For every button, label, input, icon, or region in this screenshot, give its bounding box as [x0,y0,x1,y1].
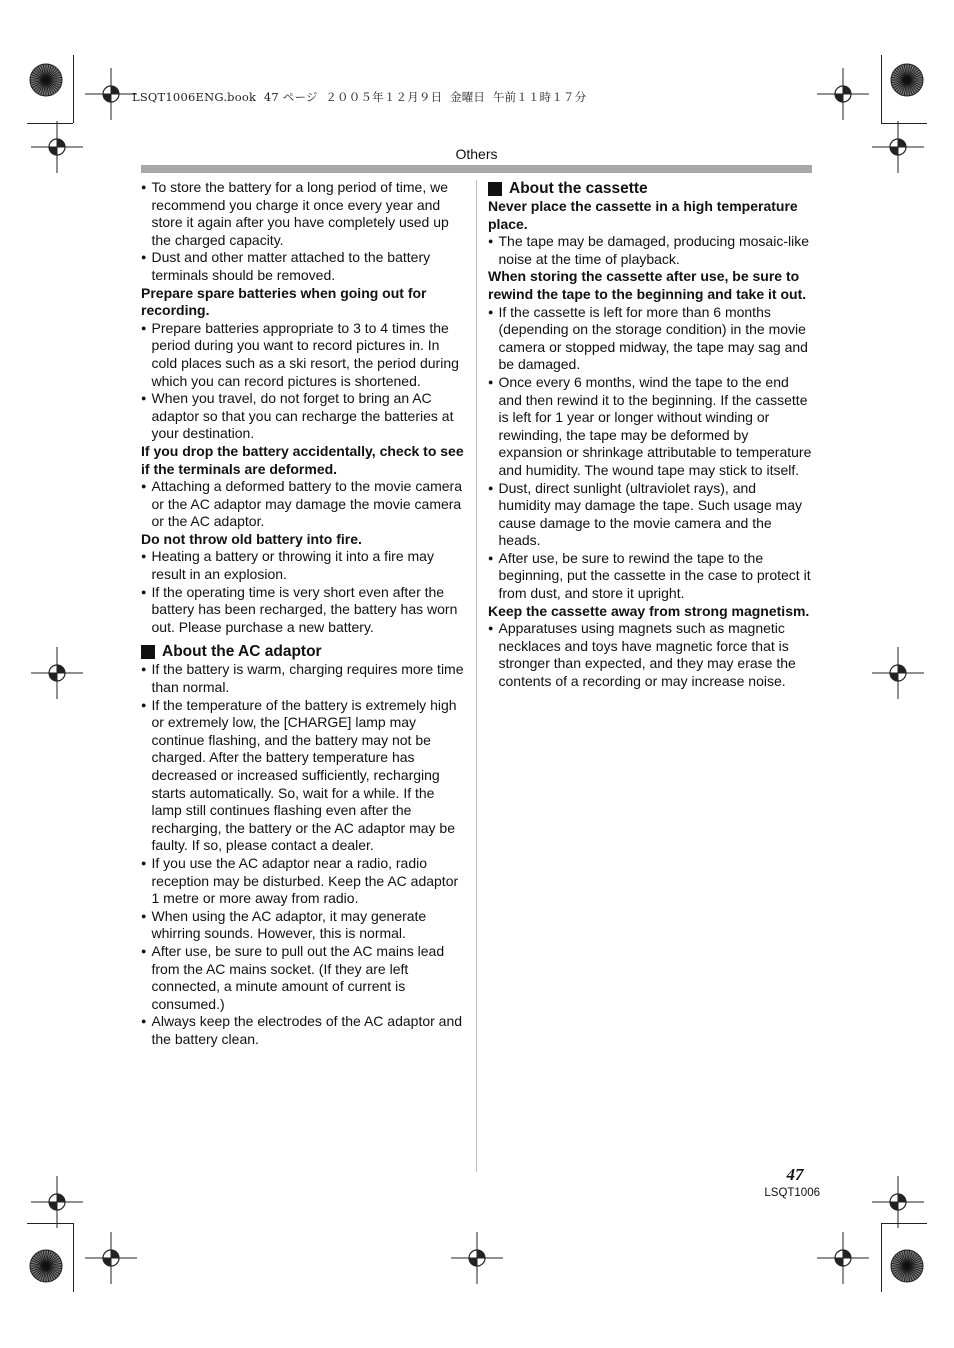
starburst-circle-icon [889,62,925,98]
right-column [488,179,812,691]
bullet-item: ● Apparatuses using magnets such as magnetic necklaces and toys have magnetic force that is stronger than expected, and they may erase the contents of a recording or may increase noise. [488,620,812,690]
crosshair-circle-icon [31,1176,83,1228]
crosshair-circle-icon [817,1232,869,1284]
crosshair-circle-icon [85,68,137,120]
bullet-item: ● Once every 6 months, wind the tape to the end and then rewind it to the beginning. If the cassette is left for 1 year or longer without winding or rewinding, the tape may be deformed by expansion or shrinkage attributable to temperature and humidity. The wound tape may stick to itself. [488,374,812,480]
section-title: Others [455,146,498,162]
crosshair-circle-icon [31,121,83,173]
bold-note: Never place the cassette in a high temperature place. [488,198,798,232]
left-column [141,179,464,1049]
crop-line [881,55,882,123]
document-code: LSQT1006 [764,1187,820,1199]
crosshair-circle-icon [872,121,924,173]
crop-line [881,1223,882,1292]
starburst-circle-icon [889,1248,925,1284]
crop-line [27,1223,73,1224]
bullet-item: ● Attaching a deformed battery to the movie camera or the AC adaptor may damage the movie camera or the AC adaptor. [141,478,464,531]
bullet-item: ● After use, be sure to rewind the tape to the beginning, put the cassette in the case to protect it from dust, and store it upright. [488,550,812,603]
bullet-item: ● If you use the AC adaptor near a radio, radio reception may be disturbed. Keep the AC adaptor 1 metre or more away from radio. [141,855,464,908]
bullet-item: ● Prepare batteries appropriate to 3 to 4 times the period during you want to record pictures in. In cold places such as a ski resort, the period during which you can record pictures is shortened. [141,320,464,390]
crop-line [881,1223,927,1224]
section-heading [141,643,464,661]
page-number: 47 [786,1165,804,1184]
starburst-circle-icon [28,62,64,98]
bullet-item: ● After use, be sure to pull out the AC mains lead from the AC mains socket. (If they are left connected, a minute amount of current is consumed.) [141,943,464,1013]
bold-note: If you drop the battery accidentally, check to see if the terminals are deformed. [141,442,464,477]
black-square-icon [141,645,155,659]
header-rule [141,165,812,173]
bullet-item: ● Dust and other matter attached to the battery terminals should be removed. [141,249,464,284]
section-heading-text: About the cassette [509,180,648,197]
bullet-item: ● The tape may be damaged, producing mosaic-like noise at the time of playback. [488,233,812,268]
bold-note: Keep the cassette away from strong magnetism. [488,602,810,619]
bold-note: When storing the cassette after use, be sure to rewind the tape to the beginning and take it out. [488,268,807,302]
bullet-item: ● Dust, direct sunlight (ultraviolet rays), and humidity may damage the tape. Such usage may cause damage to the movie camera and the heads. [488,480,812,550]
crosshair-circle-icon [872,1176,924,1228]
crosshair-circle-icon [31,647,83,699]
bullet-item: ● If the operating time is very short even after the battery has been recharged, the battery has worn out. Please purchase a new battery. [141,584,464,637]
bold-note: Do not throw old battery into fire. [141,530,362,547]
starburst-circle-icon [28,1248,64,1284]
crop-line [73,55,74,123]
crop-line [27,123,73,124]
bullet-item: ● If the battery is warm, charging requires more time than normal. [141,661,464,696]
black-square-icon [488,182,502,196]
section-heading [488,180,812,198]
crosshair-circle-icon [85,1232,137,1284]
crop-line [881,123,927,124]
crosshair-circle-icon [872,647,924,699]
crop-line [73,1223,74,1292]
bullet-item: ● Heating a battery or throwing it into a fire may result in an explosion. [141,548,464,583]
bullet-item: ● If the temperature of the battery is extremely high or extremely low, the [CHARGE] lamp may continue flashing, and the battery may not be charged. After the battery temperature has decreased or increased sufficiently, recharging starts automatically. So, wait for a while. If the lamp still continues flashing even after the recharging, the battery or the AC adaptor may be faulty. If so, please contact a dealer. [141,697,464,855]
bullet-item: ● To store the battery for a long period of time, we recommend you charge it once every year and store it again after you have completely used up the charged capacity. [141,179,464,249]
bullet-item: ● When you travel, do not forget to bring an AC adaptor so that you can recharge the batteries at your destination. [141,390,464,443]
print-info-line: LSQT1006ENG.book 47 ページ ２００５年１２月９日 金曜日 午前１１時１７分 [132,90,587,104]
bullet-item: ● When using the AC adaptor, it may generate whirring sounds. However, this is normal. [141,908,464,943]
crosshair-circle-icon [451,1232,503,1284]
bold-note: Prepare spare batteries when going out for recording. [141,284,427,319]
column-divider [476,180,477,1172]
bullet-item: ● If the cassette is left for more than 6 months (depending on the storage condition) in the movie camera or stopped midway, the tape may sag and be damaged. [488,304,812,374]
bullet-item: ● Always keep the electrodes of the AC adaptor and the battery clean. [141,1013,464,1048]
crosshair-circle-icon [817,68,869,120]
section-heading-text: About the AC adaptor [162,643,322,661]
